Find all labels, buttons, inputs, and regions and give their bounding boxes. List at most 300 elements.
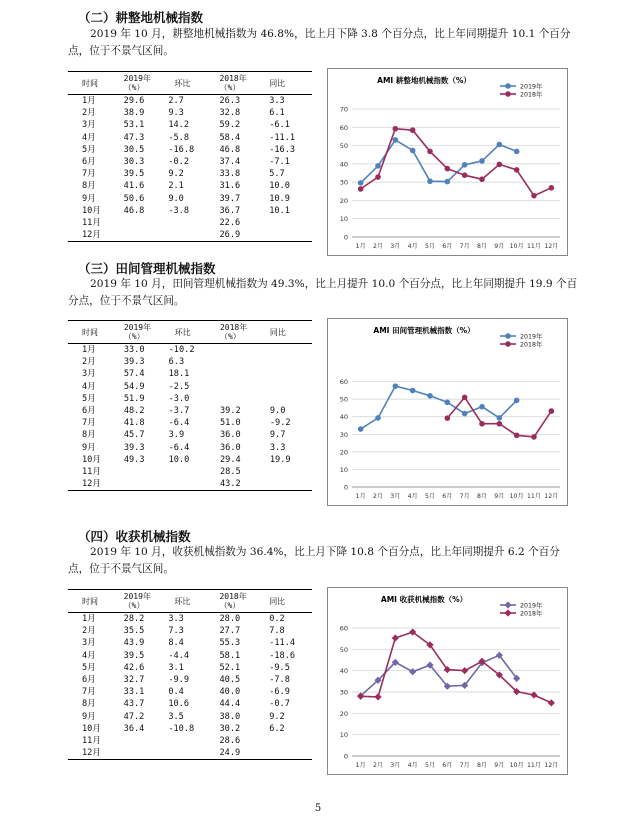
data-point — [393, 126, 399, 132]
cell-v2019: 43.9 — [123, 638, 145, 649]
line-chart-field-management — [327, 318, 568, 506]
data-point — [549, 408, 555, 414]
y-tick-label: 0 — [343, 483, 348, 492]
cell-yoy — [270, 344, 312, 357]
table-row — [68, 711, 312, 723]
data-point — [410, 127, 416, 133]
cell-v2019: 54.9 — [123, 381, 145, 392]
cell-v2019: 33.0 — [123, 345, 145, 356]
cell-v2019 — [124, 229, 169, 242]
x-tick-label: 5月 — [424, 762, 436, 769]
y-tick-label: 20 — [339, 448, 348, 457]
data-point — [479, 404, 485, 410]
y-tick-label: 30 — [339, 178, 348, 187]
table-row — [68, 662, 312, 674]
data-point — [410, 388, 416, 394]
cell-mom: -3.0 — [168, 393, 190, 404]
cell-month: 2月 — [82, 626, 96, 637]
cell-month: 11月 — [82, 217, 101, 228]
cell-v2019: 45.7 — [123, 430, 145, 441]
cell-yoy: -7.1 — [269, 157, 290, 168]
data-point — [462, 411, 468, 417]
series-2018 — [357, 628, 555, 706]
y-tick-label: 50 — [339, 395, 348, 404]
y-tick-label: 50 — [339, 645, 348, 654]
cell-month: 4月 — [82, 650, 96, 661]
data-point — [497, 162, 503, 168]
cell-month: 11月 — [82, 466, 101, 477]
x-tick-label: 11月 — [526, 762, 542, 769]
cell-v2018: 58.4 — [219, 132, 241, 143]
data-point — [514, 149, 520, 155]
column-header-yoy: 同比 — [269, 590, 312, 613]
x-tick-label: 4月 — [407, 493, 418, 500]
cell-v2019: 30.5 — [123, 144, 145, 155]
table-row — [68, 442, 312, 454]
table-row — [68, 650, 312, 662]
cell-v2019: 35.5 — [123, 626, 145, 637]
x-tick-label: 1月 — [355, 762, 366, 769]
legend-marker — [505, 83, 511, 89]
cell-yoy: -11.4 — [269, 638, 296, 649]
cell-month: 11月 — [82, 735, 101, 746]
x-tick-label: 2月 — [372, 493, 384, 500]
data-point — [427, 178, 433, 184]
cell-yoy: 0.2 — [269, 614, 285, 625]
cell-v2018: 58.1 — [219, 650, 241, 661]
data-point — [514, 167, 520, 173]
table-row — [68, 466, 312, 478]
cell-v2018: 38.0 — [219, 711, 241, 722]
table-row — [68, 735, 312, 747]
data-point — [462, 162, 468, 168]
cell-mom: 8.4 — [168, 638, 184, 649]
section-heading-field-management: （三）田间管理机械指数 — [78, 261, 216, 276]
cell-yoy — [270, 368, 312, 380]
x-tick-label: 9月 — [494, 493, 505, 500]
table-row — [68, 107, 312, 119]
cell-mom: -2.5 — [168, 381, 190, 392]
column-header-yoy: 同比 — [270, 321, 312, 344]
data-point — [427, 149, 433, 155]
table-row — [68, 381, 312, 393]
cell-v2019: 38.9 — [123, 108, 145, 119]
cell-v2018: 36.0 — [219, 430, 241, 441]
y-tick-label: 10 — [339, 215, 348, 224]
table-row — [68, 156, 312, 168]
table-row — [68, 344, 312, 357]
column-header-month: 时间 — [68, 590, 124, 613]
cell-month: 7月 — [82, 687, 96, 698]
cell-month: 6月 — [82, 675, 96, 686]
table-row — [68, 747, 312, 760]
cell-v2018: 55.3 — [219, 638, 241, 649]
x-tick-label: 12月 — [544, 493, 559, 500]
y-tick-label: 10 — [339, 731, 348, 740]
x-tick-label: 3月 — [390, 243, 401, 250]
cell-mom: 14.2 — [168, 120, 190, 131]
chart-title: AMI 收获机械指数（%） — [380, 595, 468, 604]
data-point — [375, 415, 381, 421]
cell-v2018 — [220, 356, 270, 368]
x-tick-label: 8月 — [476, 762, 488, 769]
x-tick-label: 4月 — [407, 762, 418, 769]
section-heading-harvest: （四）收获机械指数 — [78, 529, 191, 544]
legend-label: 2018年 — [520, 610, 543, 618]
cell-mom: 9.0 — [168, 193, 184, 204]
cell-month: 7月 — [82, 169, 96, 180]
column-header-y2018: 2018年 （%） — [219, 590, 269, 613]
x-tick-label: 10月 — [509, 243, 524, 250]
data-point — [358, 426, 364, 432]
table-row — [68, 625, 312, 637]
cell-yoy: -11.1 — [269, 132, 296, 143]
cell-month: 4月 — [82, 381, 96, 392]
cell-v2019: 41.6 — [123, 181, 145, 192]
cell-month: 9月 — [82, 442, 96, 453]
cell-v2018: 27.7 — [219, 626, 241, 637]
cell-mom — [169, 466, 220, 478]
cell-mom: 10.6 — [168, 699, 190, 710]
cell-v2019: 39.5 — [123, 169, 145, 180]
series-2019 — [358, 137, 520, 186]
cell-v2018: 28.5 — [219, 466, 241, 477]
cell-v2018: 59.2 — [219, 120, 241, 131]
cell-v2019: 46.8 — [123, 205, 145, 216]
cell-month: 3月 — [82, 638, 96, 649]
legend-label: 2019年 — [520, 602, 543, 610]
cell-v2019: 29.6 — [123, 96, 145, 107]
cell-v2018 — [220, 344, 270, 357]
cell-yoy: -16.3 — [269, 144, 296, 155]
cell-mom: 9.3 — [168, 108, 184, 119]
cell-mom: -10.8 — [168, 723, 195, 734]
cell-yoy: 9.0 — [269, 406, 286, 417]
section-paragraph-tillage: 2019 年 10 月，耕整地机械指数为 46.8%，比上月下降 3.8 个百分点，比上年同期提升 10.1 个百分点，位于不景气区间。 — [68, 28, 571, 57]
table-row — [68, 119, 312, 131]
index-table-field-management — [68, 320, 312, 491]
data-point — [531, 434, 537, 440]
cell-v2019 — [124, 466, 169, 478]
y-tick-label: 40 — [339, 413, 348, 422]
cell-v2019: 57.4 — [123, 369, 145, 380]
chart-svg — [328, 319, 567, 505]
data-point — [410, 148, 416, 154]
series-line — [361, 129, 552, 196]
data-point — [393, 137, 399, 143]
cell-v2019: 39.3 — [123, 357, 145, 368]
cell-month: 9月 — [82, 711, 96, 722]
cell-mom: 9.2 — [168, 169, 184, 180]
cell-mom: -10.2 — [168, 345, 195, 356]
cell-month: 8月 — [82, 181, 96, 192]
index-table-harvest — [68, 589, 312, 760]
cell-v2018: 28.0 — [219, 614, 241, 625]
cell-mom: 18.1 — [168, 369, 190, 380]
cell-v2019: 47.2 — [123, 711, 145, 722]
x-tick-label: 11月 — [526, 493, 542, 500]
table-row — [68, 217, 312, 229]
x-tick-label: 6月 — [442, 493, 453, 500]
x-tick-label: 12月 — [544, 762, 559, 769]
column-header-y2019: 2019年 （%） — [124, 321, 169, 344]
legend-marker — [505, 333, 511, 339]
data-point — [479, 158, 485, 164]
cell-yoy — [269, 735, 312, 747]
data-point — [548, 699, 555, 706]
table-row — [68, 205, 312, 217]
table-row — [68, 698, 312, 710]
data-point — [374, 693, 381, 700]
cell-month: 6月 — [82, 157, 96, 168]
x-tick-label: 10月 — [509, 762, 524, 769]
cell-v2019: 49.3 — [123, 454, 145, 465]
table-row — [68, 168, 312, 180]
cell-mom: 3.3 — [168, 614, 184, 625]
cell-month: 10月 — [82, 723, 101, 734]
table-header-row — [68, 72, 312, 95]
x-tick-label: 12月 — [544, 243, 559, 250]
data-point — [479, 421, 485, 427]
data-point — [445, 415, 451, 421]
data-point — [375, 174, 381, 180]
cell-mom: -9.9 — [168, 675, 190, 686]
y-tick-label: 50 — [339, 142, 348, 151]
cell-v2019: 48.2 — [123, 406, 145, 417]
legend-marker — [505, 341, 511, 347]
cell-mom: -4.4 — [168, 650, 190, 661]
cell-mom: -6.4 — [168, 418, 190, 429]
data-point — [530, 691, 537, 698]
cell-yoy: 10.1 — [269, 205, 290, 216]
table-row — [68, 144, 312, 156]
column-header-yoy: 同比 — [269, 72, 312, 95]
cell-v2019: 32.7 — [123, 675, 145, 686]
x-tick-label: 2月 — [372, 762, 384, 769]
cell-month: 2月 — [82, 357, 96, 368]
cell-month: 12月 — [68, 478, 124, 491]
data-point — [445, 166, 451, 172]
index-table-tillage — [68, 71, 312, 242]
section-heading-tillage: （二）耕整地机械指数 — [78, 10, 204, 25]
y-tick-label: 40 — [339, 667, 348, 676]
x-tick-label: 9月 — [494, 243, 505, 250]
cell-v2018: 32.8 — [219, 108, 241, 119]
y-tick-label: 0 — [343, 233, 348, 242]
cell-month: 12月 — [68, 229, 124, 242]
cell-yoy: -9.2 — [269, 418, 291, 429]
cell-v2018: 36.0 — [219, 442, 241, 453]
cell-mom: 6.3 — [168, 357, 185, 368]
cell-yoy — [270, 466, 312, 478]
y-tick-label: 20 — [339, 196, 348, 205]
cell-yoy — [270, 393, 312, 405]
cell-v2019: 43.7 — [123, 699, 145, 710]
cell-yoy — [269, 747, 312, 760]
section-paragraph-harvest: 2019 年 10 月，收获机械指数为 36.4%，比上月下降 10.8 个百分点，比上年同期提升 6.2 个百分点，位于不景气区间。 — [68, 546, 560, 575]
cell-v2019: 47.3 — [123, 132, 145, 143]
cell-v2019: 33.1 — [123, 687, 145, 698]
cell-yoy — [269, 217, 312, 229]
line-chart-tillage — [327, 68, 568, 256]
cell-yoy: -0.7 — [269, 699, 290, 710]
cell-month: 8月 — [82, 430, 96, 441]
y-tick-label: 20 — [339, 709, 348, 718]
cell-month: 1月 — [82, 345, 96, 356]
chart-svg — [328, 588, 567, 774]
cell-v2019: 39.3 — [123, 442, 145, 453]
column-header-month: 时间 — [68, 72, 124, 95]
table-header-row — [68, 590, 312, 613]
cell-mom: 0.4 — [168, 687, 184, 698]
cell-v2018: 40.0 — [219, 687, 241, 698]
data-point — [393, 383, 399, 389]
x-tick-label: 8月 — [476, 243, 488, 250]
x-tick-label: 5月 — [424, 493, 436, 500]
cell-v2018: 29.4 — [219, 454, 241, 465]
data-point — [531, 193, 537, 199]
cell-mom: -3.7 — [168, 406, 190, 417]
line-chart-harvest — [327, 587, 568, 775]
table-row — [68, 132, 312, 144]
cell-mom: 7.3 — [168, 626, 184, 637]
cell-v2018 — [220, 368, 270, 380]
cell-month: 12月 — [68, 747, 124, 760]
data-point — [497, 415, 503, 421]
column-header-y2018: 2018年 （%） — [219, 72, 269, 95]
cell-v2018: 40.5 — [219, 675, 241, 686]
cell-v2018: 51.0 — [219, 418, 241, 429]
x-tick-label: 9月 — [494, 762, 505, 769]
x-tick-label: 6月 — [442, 243, 453, 250]
cell-v2019 — [124, 217, 169, 229]
legend-label: 2018年 — [520, 91, 543, 99]
cell-month: 10月 — [82, 454, 101, 465]
x-tick-label: 3月 — [390, 493, 401, 500]
data-point — [514, 433, 520, 439]
column-header-y2018: 2018年 （%） — [220, 321, 270, 344]
data-point — [462, 172, 468, 178]
cell-yoy — [270, 478, 312, 491]
y-tick-label: 10 — [339, 465, 348, 474]
legend-label: 2018年 — [520, 341, 543, 349]
x-tick-label: 2月 — [372, 243, 384, 250]
cell-yoy: 19.9 — [269, 454, 291, 465]
cell-month: 5月 — [82, 144, 96, 155]
cell-month: 3月 — [82, 120, 96, 131]
cell-mom: -3.8 — [168, 205, 190, 216]
cell-yoy — [269, 229, 312, 242]
cell-v2018: 37.4 — [219, 157, 241, 168]
x-tick-label: 10月 — [509, 493, 524, 500]
y-tick-label: 60 — [339, 378, 348, 387]
cell-month: 2月 — [82, 108, 96, 119]
data-point — [409, 668, 416, 675]
cell-v2019: 30.3 — [123, 157, 145, 168]
x-tick-label: 4月 — [407, 243, 418, 250]
cell-v2018: 52.1 — [219, 662, 241, 673]
data-point — [461, 667, 468, 674]
x-tick-label: 8月 — [476, 493, 488, 500]
cell-v2019: 51.9 — [123, 393, 145, 404]
table-row — [68, 613, 312, 626]
x-tick-label: 5月 — [424, 243, 436, 250]
series-2018 — [358, 126, 554, 199]
legend-marker — [504, 609, 511, 616]
cell-v2018: 28.6 — [219, 735, 241, 746]
table-row — [68, 193, 312, 205]
table-row — [68, 723, 312, 735]
table-row — [68, 417, 312, 429]
cell-mom: -6.4 — [168, 442, 190, 453]
cell-month: 4月 — [82, 132, 96, 143]
y-tick-label: 70 — [339, 105, 348, 114]
table-row — [68, 368, 312, 380]
cell-v2018: 31.6 — [219, 181, 241, 192]
cell-yoy: 9.2 — [269, 711, 285, 722]
table-row — [68, 356, 312, 368]
table-row — [68, 478, 312, 491]
cell-month: 6月 — [82, 406, 96, 417]
cell-yoy: 7.8 — [269, 626, 285, 637]
cell-v2019: 50.6 — [123, 193, 145, 204]
y-tick-label: 60 — [339, 123, 348, 132]
section-paragraph-field-management: 2019 年 10 月，田间管理机械指数为 49.3%，比上月提升 10.0 个百分点，比上年同期提升 19.9 个百分点，位于不景气区间。 — [68, 278, 578, 307]
cell-mom: -5.8 — [168, 132, 190, 143]
cell-mom: 3.1 — [168, 662, 184, 673]
cell-mom: -0.2 — [168, 157, 190, 168]
table-header-row — [68, 321, 312, 344]
table-row — [68, 637, 312, 649]
cell-month: 5月 — [82, 393, 96, 404]
series-2019 — [358, 383, 520, 431]
cell-mom: 10.0 — [168, 454, 190, 465]
cell-yoy: 10.0 — [269, 181, 290, 192]
table-row — [68, 674, 312, 686]
cell-yoy: 10.9 — [269, 193, 290, 204]
cell-v2018: 26.3 — [219, 96, 241, 107]
cell-yoy: 6.1 — [269, 108, 285, 119]
column-header-mom: 环比 — [169, 321, 220, 344]
cell-month: 10月 — [82, 205, 101, 216]
cell-v2019 — [124, 478, 169, 491]
legend-label: 2019年 — [520, 333, 543, 341]
cell-v2018: 36.7 — [219, 205, 241, 216]
data-point — [375, 163, 381, 169]
data-point — [392, 634, 399, 641]
cell-mom — [168, 735, 219, 747]
data-point — [445, 179, 451, 185]
cell-yoy — [270, 381, 312, 393]
cell-mom: 3.9 — [168, 430, 185, 441]
y-tick-label: 0 — [343, 752, 348, 761]
cell-yoy: 5.7 — [269, 169, 285, 180]
cell-v2018: 39.2 — [219, 406, 241, 417]
cell-v2018: 22.6 — [219, 217, 241, 228]
cell-yoy: -6.9 — [269, 687, 290, 698]
data-point — [358, 180, 364, 186]
cell-v2019: 39.5 — [123, 650, 145, 661]
x-tick-label: 11月 — [526, 243, 542, 250]
table-row — [68, 429, 312, 441]
cell-month: 3月 — [82, 369, 96, 380]
cell-month: 7月 — [82, 418, 96, 429]
cell-yoy: -7.8 — [269, 675, 290, 686]
data-point — [462, 395, 468, 401]
cell-mom: 2.1 — [168, 181, 184, 192]
data-point — [549, 185, 555, 191]
chart-title: AMI 耕整地机械指数（%） — [377, 76, 471, 85]
